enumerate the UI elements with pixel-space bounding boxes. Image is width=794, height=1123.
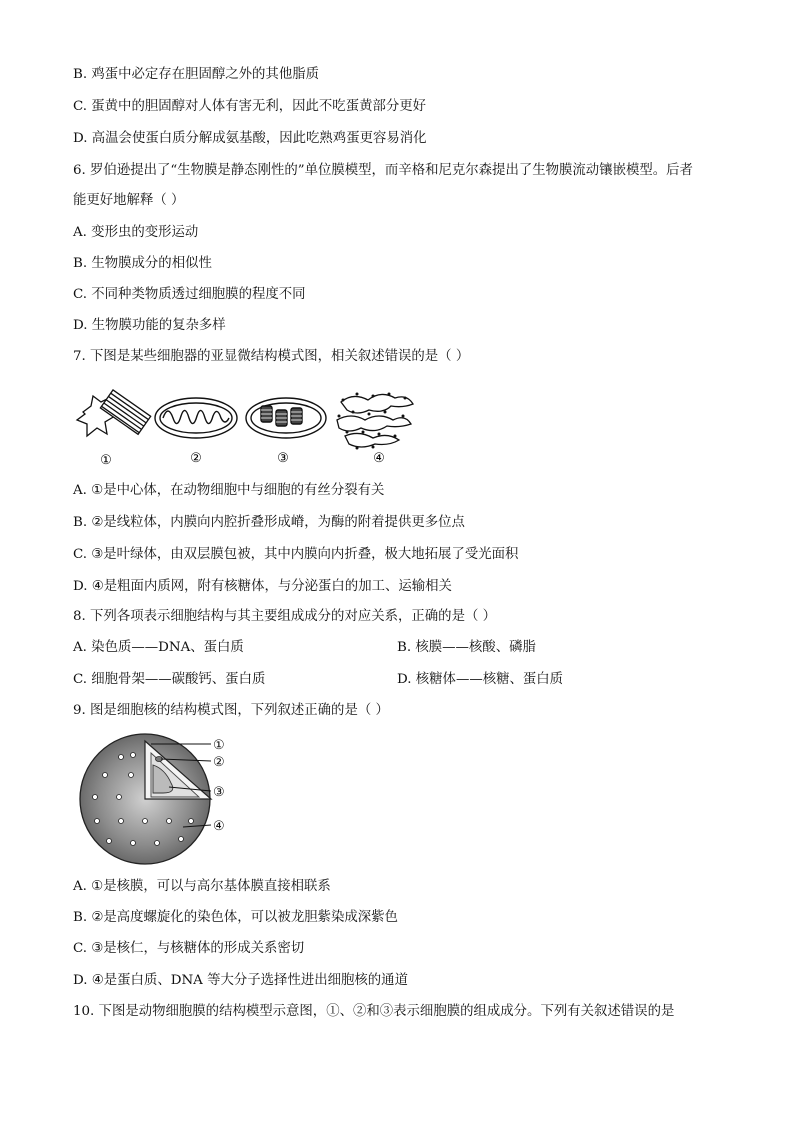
q7-organelle-figure: [73, 384, 413, 469]
fig7-label-1: ①: [100, 453, 112, 468]
fig9-label-3: ③: [213, 785, 225, 800]
q5-option-d: D. 高温会使蛋白质分解成氨基酸，因此吃熟鸡蛋更容易消化: [73, 131, 427, 146]
fig9-label-2: ②: [213, 755, 225, 770]
q8-stem: 8. 下列各项表示细胞结构与其主要组成成分的对应关系，正确的是（ ）: [73, 609, 497, 624]
q8-option-d: D. 核糖体——核糖、蛋白质: [397, 672, 564, 687]
rough-er-drawing: [337, 393, 413, 450]
q9-stem: 9. 图是细胞核的结构模式图，下列叙述正确的是（ ）: [73, 703, 389, 718]
q8-option-b: B. 核膜——核酸、磷脂: [397, 640, 536, 655]
q6-stem: 6. 罗伯逊提出了“生物膜是静态刚性的”单位膜模型，而辛格和尼克尔森提出了生物膜流动镶嵌模型。后者: [73, 163, 693, 178]
mitochondrion-drawing: [155, 398, 237, 438]
q10-stem: 10. 下图是动物细胞膜的结构模型示意图，①、②和③表示细胞膜的组成成分。下列有关叙述错误的是: [73, 1004, 675, 1019]
q6-option-d: D. 生物膜功能的复杂多样: [73, 318, 226, 333]
q6-option-b: B. 生物膜成分的相似性: [73, 256, 212, 271]
q7-option-d: D. ④是粗面内质网，附有核糖体，与分泌蛋白的加工、运输相关: [73, 579, 452, 594]
q8-option-c: C. 细胞骨架——碳酸钙、蛋白质: [73, 672, 266, 687]
q9-option-c: C. ③是核仁，与核糖体的形成关系密切: [73, 941, 305, 956]
fig7-label-4: ④: [373, 451, 385, 466]
q6-option-c: C. 不同种类物质透过细胞膜的程度不同: [73, 287, 306, 302]
q7-stem: 7. 下图是某些细胞器的亚显微结构模式图，相关叙述错误的是（ ）: [73, 349, 470, 364]
chloroplast-drawing: [246, 398, 326, 438]
q6-stem-continued: 能更好地解释（ ）: [73, 193, 185, 208]
q9-option-d: D. ④是蛋白质、DNA 等大分子选择性进出细胞核的通道: [73, 973, 408, 988]
q7-option-a: A. ①是中心体，在动物细胞中与细胞的有丝分裂有关: [73, 483, 385, 498]
fig9-label-4: ④: [213, 819, 225, 834]
q9-option-a: A. ①是核膜，可以与高尔基体膜直接相联系: [73, 879, 331, 894]
q8-option-a: A. 染色质——DNA、蛋白质: [73, 640, 244, 655]
fig7-label-2: ②: [190, 451, 202, 466]
q9-option-b: B. ②是高度螺旋化的染色体，可以被龙胆紫染成深紫色: [73, 910, 398, 925]
q7-option-c: C. ③是叶绿体，由双层膜包被，其中内膜向内折叠，极大地拓展了受光面积: [73, 547, 519, 562]
fig9-label-1: ①: [213, 738, 225, 753]
fig7-label-3: ③: [277, 451, 289, 466]
q6-option-a: A. 变形虫的变形运动: [73, 225, 199, 240]
centriole-drawing: [77, 390, 151, 436]
q7-option-b: B. ②是线粒体，内膜向内腔折叠形成嵴，为酶的附着提供更多位点: [73, 515, 465, 530]
q9-nucleus-figure: [73, 735, 243, 865]
q5-option-b: B. 鸡蛋中必定存在胆固醇之外的其他脂质: [73, 67, 319, 82]
q5-option-c: C. 蛋黄中的胆固醇对人体有害无利，因此不吃蛋黄部分更好: [73, 99, 427, 114]
